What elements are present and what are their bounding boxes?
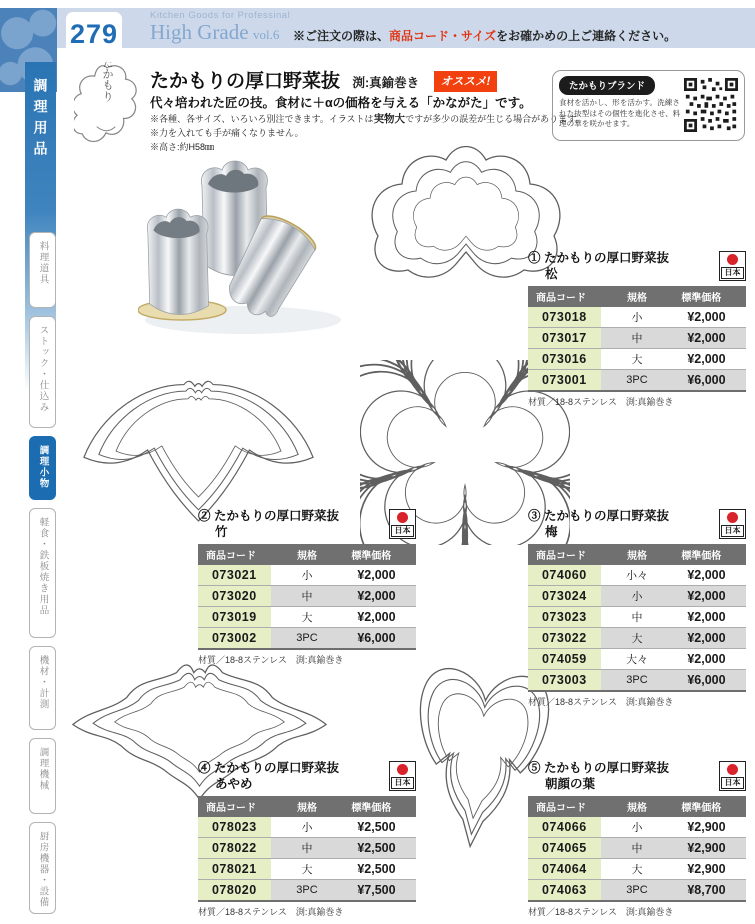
takamori-logo (74, 62, 140, 150)
price-table (528, 796, 746, 902)
product-size: 小々 (601, 565, 674, 586)
product-size: 3PC (601, 370, 674, 391)
product-size: 小 (271, 565, 344, 586)
product-card-matsu (528, 250, 746, 408)
product-size: 大 (601, 859, 674, 880)
brand-box-badge: たかもりブランド (559, 76, 655, 95)
note-line-1 (150, 111, 584, 127)
price-table (528, 286, 746, 392)
product-code: 073022 (528, 628, 601, 649)
product-code: 073024 (528, 586, 601, 607)
table-row (198, 817, 416, 838)
product-size: 小 (601, 307, 674, 328)
product-code: 074059 (528, 649, 601, 670)
table-header-row (198, 796, 416, 817)
table-row (528, 328, 746, 349)
table-row (198, 565, 416, 586)
product-price: ¥2,000 (673, 307, 746, 328)
material-note: 材質／18-8ステンレス 渕:真鍮巻き (528, 906, 674, 917)
product-price: ¥7,500 (343, 880, 416, 901)
origin-label: 日本 (391, 777, 414, 789)
product-title (198, 760, 382, 793)
product-name: たかもりの厚口野菜抜 (544, 251, 670, 265)
product-number: ② (198, 509, 211, 523)
japan-flag-dot-icon (397, 512, 408, 523)
table-row (198, 607, 416, 628)
col-size: 規格 (601, 286, 674, 307)
origin-label: 日本 (721, 777, 744, 789)
recommended-badge: オススメ! (434, 71, 498, 92)
product-code: 073023 (528, 607, 601, 628)
product-shape: 朝顔の葉 (545, 777, 596, 792)
table-row (528, 586, 746, 607)
product-price: ¥2,500 (343, 817, 416, 838)
table-row (528, 370, 746, 391)
origin-label: 日本 (721, 267, 744, 279)
price-table (198, 544, 416, 650)
product-price: ¥2,000 (673, 628, 746, 649)
product-code: 074065 (528, 838, 601, 859)
table-header-row (528, 286, 746, 307)
product-size: 中 (601, 607, 674, 628)
product-size: 大 (601, 628, 674, 649)
product-code: 078020 (198, 880, 271, 901)
col-code: 商品コード (198, 544, 271, 565)
product-card-ume (528, 508, 746, 708)
product-price: ¥2,000 (673, 349, 746, 370)
table-row (198, 628, 416, 649)
japan-flag-dot-icon (727, 764, 738, 775)
note-line-2: ※力を入れても手が痛くなりません。 (150, 128, 304, 139)
product-price: ¥2,900 (673, 817, 746, 838)
material-note: 材質／18-8ステンレス 渕:真鍮巻き (528, 396, 674, 407)
product-code: 073020 (198, 586, 271, 607)
page-subtitle: 渕:真鍮巻き (352, 76, 420, 90)
product-price: ¥2,500 (343, 838, 416, 859)
brand-volume: vol.6 (253, 26, 280, 42)
sidebar-item-ryouri-dougu[interactable] (29, 232, 56, 308)
product-price: ¥2,000 (673, 607, 746, 628)
product-size: 中 (271, 586, 344, 607)
sidebar-category-label: 調理用品 (32, 78, 49, 162)
take-outline-illustration (56, 370, 341, 530)
product-size: 小 (601, 817, 674, 838)
japan-flag-dot-icon (727, 254, 738, 265)
order-note-post: をお確かめの上ご連絡ください。 (496, 29, 677, 43)
order-note (293, 27, 676, 44)
product-price: ¥6,000 (673, 370, 746, 391)
col-price: 標準価格 (673, 286, 746, 307)
table-row (528, 859, 746, 880)
col-size: 規格 (601, 796, 674, 817)
japan-flag-badge (719, 509, 746, 539)
product-price: ¥2,000 (343, 586, 416, 607)
product-size: 3PC (601, 880, 674, 901)
note-line-3: ※高さ:約H58㎜ (150, 142, 215, 153)
product-price: ¥6,000 (673, 670, 746, 691)
col-code: 商品コード (528, 286, 601, 307)
product-price: ¥2,000 (343, 565, 416, 586)
product-shape: 梅 (545, 525, 558, 540)
product-size: 中 (271, 838, 344, 859)
table-header-row (198, 544, 416, 565)
table-row (528, 349, 746, 370)
page-number: 279 (69, 18, 119, 49)
takamori-brand-box (552, 70, 745, 141)
table-header-row (528, 544, 746, 565)
product-price: ¥2,000 (343, 607, 416, 628)
product-code: 073016 (528, 349, 601, 370)
note1-post: ですが多少の誤差が生じる場合があります。 (405, 114, 585, 124)
table-row (528, 307, 746, 328)
product-code: 073019 (198, 607, 271, 628)
page-title: たかもりの厚口野菜抜 (150, 71, 341, 92)
col-size: 規格 (601, 544, 674, 565)
product-code: 073002 (198, 628, 271, 649)
catalog-brand (150, 11, 290, 44)
product-code: 073001 (528, 370, 601, 391)
col-size: 規格 (271, 544, 344, 565)
product-size: 大々 (601, 649, 674, 670)
material-note: 材質／18-8ステンレス 渕:真鍮巻き (198, 654, 344, 665)
product-code: 078023 (198, 817, 271, 838)
qr-code-icon (684, 78, 738, 132)
product-photo (138, 148, 353, 343)
col-size: 規格 (271, 796, 344, 817)
table-row (198, 859, 416, 880)
lead-copy: 代々培われた匠の技。食材に＋αの価格を与える「かながた」です。 (150, 96, 532, 110)
table-row (528, 817, 746, 838)
sidebar-item-chouri-komono[interactable] (29, 436, 56, 500)
brand-title: High Grade (150, 19, 249, 44)
material-note: 材質／18-8ステンレス 渕:真鍮巻き (198, 906, 344, 917)
product-code: 073018 (528, 307, 601, 328)
table-row (198, 880, 416, 901)
origin-label: 日本 (391, 525, 414, 537)
product-size: 3PC (601, 670, 674, 691)
product-size: 小 (271, 817, 344, 838)
sidebar-item-keishoku-teppanyaki[interactable] (29, 508, 56, 638)
product-size: 3PC (271, 628, 344, 649)
japan-flag-dot-icon (397, 764, 408, 775)
product-shape: あやめ (215, 777, 253, 792)
table-row (528, 838, 746, 859)
product-price: ¥8,700 (673, 880, 746, 901)
table-row (528, 628, 746, 649)
col-price: 標準価格 (673, 544, 746, 565)
japan-flag-dot-icon (727, 512, 738, 523)
brand-tagline: Kitchen Goods for Professinal (150, 10, 291, 21)
product-name: たかもりの厚口野菜抜 (214, 509, 340, 523)
table-row (528, 670, 746, 691)
product-code: 073017 (528, 328, 601, 349)
table-row (528, 649, 746, 670)
product-number: ③ (528, 509, 541, 523)
product-price: ¥2,000 (673, 565, 746, 586)
product-price: ¥2,000 (673, 649, 746, 670)
sidebar-item-label: 料理道具 (37, 241, 49, 285)
japan-flag-badge (389, 509, 416, 539)
product-price: ¥2,900 (673, 859, 746, 880)
product-price: ¥2,000 (673, 586, 746, 607)
product-name: たかもりの厚口野菜抜 (544, 761, 670, 775)
product-title (528, 508, 712, 541)
price-table (198, 796, 416, 902)
product-price: ¥6,000 (343, 628, 416, 649)
product-size: 中 (601, 328, 674, 349)
note1-emphasis: 実物大 (373, 113, 406, 125)
table-row (528, 880, 746, 901)
sidebar-item-label: ストック・仕込み (37, 325, 49, 413)
sidebar-item-chuubou-kiki[interactable] (29, 822, 56, 914)
product-title (198, 508, 382, 541)
product-size: 中 (601, 838, 674, 859)
brand-box-text: 食材を活かし、形を活かす。洗練された抜型はその個性を進化させ、料理の華を咲かせます。 (559, 98, 681, 129)
sidebar-item-stock-shikomi[interactable] (29, 316, 56, 428)
order-note-emphasis: 商品コード・サイズ (389, 29, 497, 43)
col-price: 標準価格 (343, 796, 416, 817)
product-number: ⑤ (528, 761, 541, 775)
sidebar-item-label: 軽食・鉄板焼き用品 (37, 517, 49, 616)
sidebar-item-label: 調理小物 (37, 445, 49, 489)
product-code: 078022 (198, 838, 271, 859)
japan-flag-badge (719, 761, 746, 791)
sidebar-item-label: 調理機械 (37, 747, 49, 791)
table-row (528, 565, 746, 586)
product-price: ¥2,900 (673, 838, 746, 859)
table-row (528, 607, 746, 628)
sidebar-item-label: 厨房機器・設備 (37, 831, 49, 908)
product-title (528, 760, 712, 793)
product-code: 074066 (528, 817, 601, 838)
product-code: 074060 (528, 565, 601, 586)
product-card-asagao-no-ha (528, 760, 746, 918)
product-code: 074064 (528, 859, 601, 880)
product-size: 大 (271, 607, 344, 628)
product-card-ayame (198, 760, 416, 918)
logo-text: たかもり (101, 62, 113, 102)
product-shape: 松 (545, 267, 558, 282)
product-code: 073021 (198, 565, 271, 586)
product-size: 大 (271, 859, 344, 880)
product-card-take (198, 508, 416, 666)
product-title (528, 250, 712, 283)
col-code: 商品コード (198, 796, 271, 817)
col-code: 商品コード (528, 544, 601, 565)
product-size: 大 (601, 349, 674, 370)
col-price: 標準価格 (343, 544, 416, 565)
japan-flag-badge (389, 761, 416, 791)
product-number: ④ (198, 761, 211, 775)
note1-pre: ※各種、各サイズ、いろいろ別注できます。イラストは (150, 114, 374, 124)
product-code: 073003 (528, 670, 601, 691)
product-name: たかもりの厚口野菜抜 (544, 509, 670, 523)
product-size: 小 (601, 586, 674, 607)
product-price: ¥2,000 (673, 328, 746, 349)
product-size: 3PC (271, 880, 344, 901)
product-code: 078021 (198, 859, 271, 880)
origin-label: 日本 (721, 525, 744, 537)
japan-flag-badge (719, 251, 746, 281)
price-table (528, 544, 746, 692)
product-code: 074063 (528, 880, 601, 901)
product-name: たかもりの厚口野菜抜 (214, 761, 340, 775)
product-price: ¥2,500 (343, 859, 416, 880)
product-shape: 竹 (215, 525, 228, 540)
col-price: 標準価格 (673, 796, 746, 817)
table-header-row (528, 796, 746, 817)
table-row (198, 586, 416, 607)
table-row (198, 838, 416, 859)
page-number-tab (66, 12, 122, 56)
sidebar-item-label: 機材・計測 (37, 655, 49, 710)
col-code: 商品コード (528, 796, 601, 817)
material-note: 材質／18-8ステンレス 渕:真鍮巻き (528, 696, 674, 707)
order-note-pre: ※ご注文の際は、 (293, 29, 390, 43)
product-number: ① (528, 251, 541, 265)
